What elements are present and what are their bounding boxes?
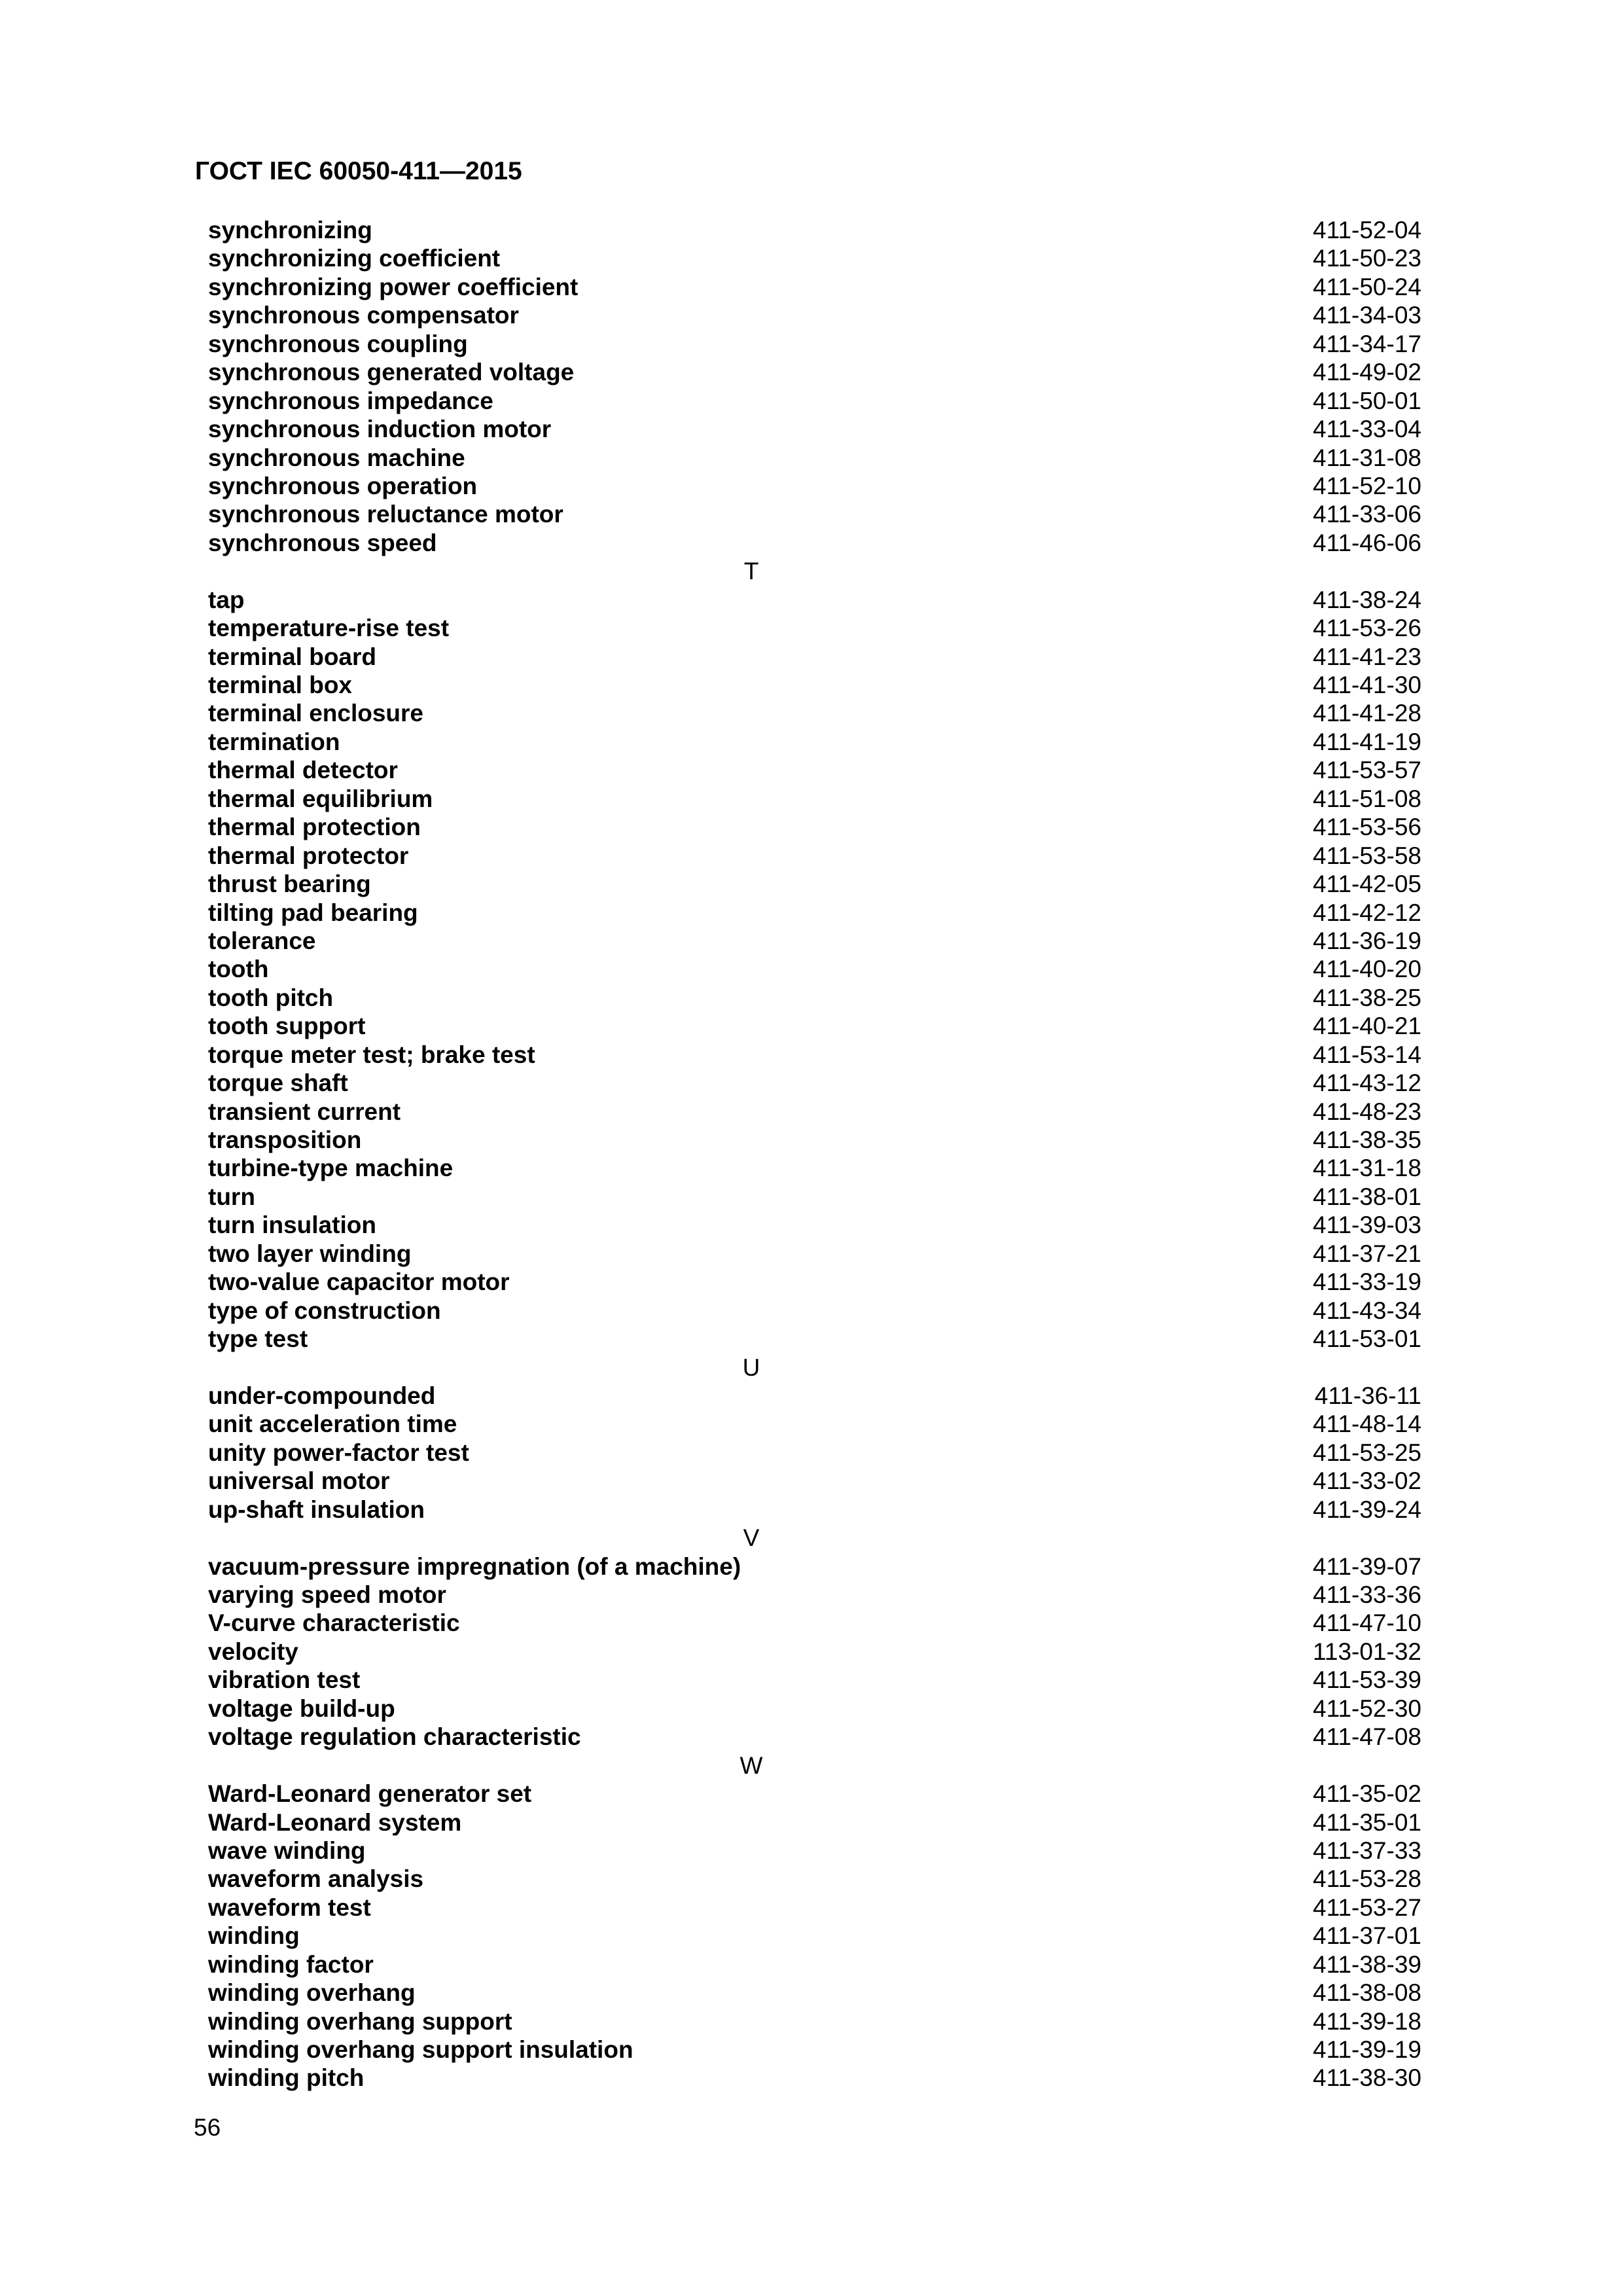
index-entry [208, 728, 1421, 756]
entry-code: 411-53-56 [1313, 814, 1421, 841]
entry-term: universal motor [208, 1467, 390, 1495]
entry-term: terminal box [208, 672, 352, 698]
entry-code: 411-31-08 [1313, 444, 1421, 471]
index-entry [208, 358, 1421, 386]
index-entry [208, 444, 1421, 472]
entry-term: thermal detector [208, 757, 398, 784]
entry-code: 411-53-26 [1313, 615, 1421, 642]
index-entry [208, 671, 1421, 699]
entry-code: 411-39-24 [1313, 1496, 1421, 1523]
section-letter-text: U [742, 1354, 760, 1381]
index-entry [208, 1666, 1421, 1694]
entry-code: 411-39-18 [1313, 2007, 1421, 2035]
index-entry [208, 756, 1421, 784]
entry-code: 411-31-18 [1313, 1155, 1421, 1182]
section-letter [208, 1354, 1421, 1382]
index-entry [208, 1069, 1421, 1097]
section-letter-text: V [743, 1524, 760, 1552]
entry-term: voltage build-up [208, 1695, 395, 1722]
entry-code: 411-38-35 [1313, 1126, 1421, 1153]
entry-code: 411-33-06 [1313, 501, 1421, 528]
entry-term: thermal protector [208, 842, 409, 869]
index-entry [208, 614, 1421, 642]
entry-term: unity power-factor test [208, 1439, 469, 1466]
entry-term: winding [208, 1922, 300, 1950]
entry-term: waveform analysis [208, 1865, 424, 1893]
entry-code: 411-41-19 [1313, 728, 1421, 755]
entry-term: temperature-rise test [208, 615, 450, 642]
entry-code: 411-33-02 [1313, 1467, 1421, 1495]
index-entry [208, 1893, 1421, 1922]
entry-code: 411-48-14 [1313, 1410, 1421, 1438]
entry-code: 411-52-04 [1313, 217, 1421, 243]
index-entry [208, 1297, 1421, 1325]
document-header: ГОСТ IEC 60050-411—2015 [195, 157, 522, 185]
entry-code: 411-38-25 [1313, 984, 1421, 1011]
entry-code: 411-48-23 [1313, 1098, 1421, 1125]
entry-code: 411-37-21 [1313, 1240, 1421, 1267]
entry-term: turn insulation [208, 1211, 376, 1239]
entry-code: 411-40-20 [1313, 956, 1421, 983]
entry-term: termination [208, 728, 340, 755]
index-entry [208, 899, 1421, 927]
entry-code: 411-40-21 [1313, 1013, 1421, 1040]
index-entry [208, 1979, 1421, 2007]
entry-code: 411-38-39 [1313, 1950, 1421, 1978]
index-entry [208, 1410, 1421, 1438]
entry-term: type of construction [208, 1297, 441, 1324]
entry-code: 411-46-06 [1313, 529, 1421, 556]
entry-code: 411-33-19 [1313, 1268, 1421, 1296]
entry-term: synchronous impedance [208, 387, 493, 414]
index-entry [208, 699, 1421, 727]
entry-code: 411-43-34 [1313, 1297, 1421, 1324]
index-entry [208, 643, 1421, 671]
index-entry [208, 500, 1421, 528]
entry-term: V-curve characteristic [208, 1609, 460, 1637]
entry-term: winding overhang support insulation [208, 2036, 633, 2063]
entry-code: 411-53-14 [1313, 1041, 1421, 1068]
entry-code: 411-53-57 [1313, 757, 1421, 784]
entry-code: 411-34-03 [1313, 302, 1421, 329]
index-entry [208, 1695, 1421, 1723]
index-entry [208, 1837, 1421, 1865]
index-entry [208, 1240, 1421, 1268]
entry-term: torque meter test; brake test [208, 1041, 535, 1068]
index-entry [208, 1950, 1421, 1979]
entry-code: 411-52-10 [1313, 472, 1421, 499]
entry-code: 411-49-02 [1313, 359, 1421, 386]
entry-term: winding factor [208, 1950, 374, 1978]
entry-code: 411-52-30 [1313, 1695, 1421, 1722]
term-index [208, 216, 1421, 2092]
entry-term: vacuum-pressure impregnation (of a machine) [208, 1552, 741, 1580]
entry-term: two layer winding [208, 1240, 412, 1267]
entry-term: transposition [208, 1126, 362, 1153]
index-entry [208, 529, 1421, 557]
index-entry [208, 244, 1421, 272]
entry-code: 411-43-12 [1313, 1069, 1421, 1097]
section-letter-text: T [743, 558, 759, 585]
entry-code: 411-53-39 [1313, 1666, 1421, 1694]
index-entry [208, 586, 1421, 614]
index-entry [208, 1780, 1421, 1808]
entry-term: tooth pitch [208, 984, 334, 1011]
index-entry [208, 1439, 1421, 1467]
index-entry [208, 1041, 1421, 1069]
entry-code: 411-51-08 [1313, 785, 1421, 812]
entry-term: up-shaft insulation [208, 1496, 425, 1523]
entry-term: synchronizing coefficient [208, 245, 501, 272]
entry-term: Ward-Leonard generator set [208, 1780, 532, 1808]
index-entry [208, 870, 1421, 898]
entry-term: unit acceleration time [208, 1410, 457, 1438]
entry-term: winding overhang [208, 1979, 416, 2007]
entry-code: 411-41-30 [1313, 672, 1421, 698]
index-entry [208, 1325, 1421, 1353]
entry-code: 411-42-05 [1313, 870, 1421, 898]
entry-code: 411-36-11 [1314, 1382, 1421, 1409]
index-entry [208, 785, 1421, 813]
entry-code: 411-37-01 [1313, 1922, 1421, 1950]
entry-term: tap [208, 586, 245, 613]
entry-code: 411-35-01 [1313, 1808, 1421, 1836]
entry-code: 411-37-33 [1313, 1837, 1421, 1864]
entry-term: Ward-Leonard system [208, 1808, 462, 1836]
entry-term: waveform test [208, 1893, 371, 1921]
index-entry [208, 2064, 1421, 2092]
entry-term: synchronous generated voltage [208, 359, 575, 386]
entry-term: tolerance [208, 927, 316, 954]
index-entry [208, 472, 1421, 500]
index-entry [208, 1183, 1421, 1211]
index-entry [208, 1211, 1421, 1239]
entry-term: winding overhang support [208, 2007, 512, 2035]
index-entry [208, 1638, 1421, 1666]
index-entry [208, 2007, 1421, 2036]
index-entry [208, 1552, 1421, 1581]
index-entry [208, 330, 1421, 358]
entry-term: synchronizing power coefficient [208, 273, 579, 300]
index-entry [208, 1382, 1421, 1410]
entry-code: 411-35-02 [1313, 1780, 1421, 1808]
index-entry [208, 216, 1421, 244]
entry-code: 411-53-25 [1313, 1439, 1421, 1466]
index-entry [208, 415, 1421, 443]
entry-code: 411-50-24 [1313, 273, 1421, 300]
entry-term: two-value capacitor motor [208, 1268, 510, 1296]
entry-term: transient current [208, 1098, 401, 1125]
entry-code: 411-53-58 [1313, 842, 1421, 869]
entry-term: velocity [208, 1638, 298, 1665]
entry-term: thrust bearing [208, 870, 371, 898]
entry-code: 411-53-01 [1313, 1325, 1421, 1353]
index-entry [208, 1268, 1421, 1296]
entry-code: 411-34-17 [1313, 330, 1421, 357]
section-letter [208, 557, 1421, 585]
entry-code: 411-38-01 [1313, 1183, 1421, 1210]
index-entry [208, 955, 1421, 983]
entry-term: tooth support [208, 1013, 366, 1040]
entry-code: 411-47-10 [1313, 1609, 1421, 1637]
entry-term: thermal protection [208, 814, 421, 841]
entry-code: 411-33-36 [1313, 1581, 1421, 1608]
entry-code: 411-41-23 [1313, 643, 1421, 670]
entry-term: type test [208, 1325, 308, 1353]
entry-term: tilting pad bearing [208, 899, 418, 926]
index-entry [208, 1496, 1421, 1524]
entry-term: synchronous operation [208, 472, 478, 499]
entry-code: 411-39-03 [1313, 1211, 1421, 1239]
entry-term: terminal enclosure [208, 700, 424, 727]
index-entry [208, 1012, 1421, 1040]
page-number: 56 [194, 2114, 221, 2141]
index-entry [208, 813, 1421, 841]
index-entry [208, 1126, 1421, 1154]
entry-term: vibration test [208, 1666, 361, 1694]
index-entry [208, 1098, 1421, 1126]
index-entry [208, 2036, 1421, 2064]
entry-code: 411-50-23 [1313, 245, 1421, 272]
index-entry [208, 301, 1421, 329]
entry-term: synchronous coupling [208, 330, 468, 357]
index-entry [208, 387, 1421, 415]
index-entry [208, 273, 1421, 301]
entry-code: 113-01-32 [1313, 1638, 1421, 1665]
entry-term: voltage regulation characteristic [208, 1723, 581, 1751]
entry-code: 411-33-04 [1313, 416, 1421, 443]
index-entry [208, 1154, 1421, 1182]
entry-code: 411-36-19 [1313, 927, 1421, 954]
entry-term: synchronous compensator [208, 302, 519, 329]
section-letter-text: W [740, 1751, 763, 1779]
section-letter [208, 1751, 1421, 1780]
entry-term: turbine-type machine [208, 1155, 454, 1182]
entry-term: torque shaft [208, 1069, 348, 1097]
entry-term: tooth [208, 956, 269, 983]
entry-code: 411-50-01 [1313, 387, 1421, 414]
entry-code: 411-47-08 [1313, 1723, 1421, 1751]
index-entry [208, 1723, 1421, 1751]
index-entry [208, 1609, 1421, 1637]
index-entry [208, 1808, 1421, 1837]
entry-term: varying speed motor [208, 1581, 446, 1608]
index-entry [208, 1467, 1421, 1495]
entry-term: synchronizing [208, 217, 372, 243]
entry-code: 411-53-27 [1313, 1893, 1421, 1921]
index-entry [208, 984, 1421, 1012]
index-entry [208, 1581, 1421, 1609]
entry-code: 411-38-08 [1313, 1979, 1421, 2007]
entry-code: 411-41-28 [1313, 700, 1421, 727]
entry-code: 411-39-19 [1313, 2036, 1421, 2063]
entry-term: turn [208, 1183, 255, 1210]
entry-term: thermal equilibrium [208, 785, 433, 812]
entry-term: synchronous machine [208, 444, 465, 471]
index-entry [208, 1865, 1421, 1893]
entry-code: 411-38-24 [1313, 586, 1421, 613]
entry-code: 411-38-30 [1313, 2064, 1421, 2092]
index-entry [208, 842, 1421, 870]
entry-term: synchronous induction motor [208, 416, 552, 443]
entry-term: synchronous speed [208, 529, 437, 556]
index-entry [208, 1922, 1421, 1950]
entry-term: terminal board [208, 643, 376, 670]
entry-term: winding pitch [208, 2064, 365, 2092]
entry-code: 411-39-07 [1313, 1552, 1421, 1580]
section-letter [208, 1524, 1421, 1552]
entry-code: 411-42-12 [1313, 899, 1421, 926]
entry-term: synchronous reluctance motor [208, 501, 563, 528]
entry-term: under-compounded [208, 1382, 436, 1409]
entry-code: 411-53-28 [1313, 1865, 1421, 1893]
entry-term: wave winding [208, 1837, 366, 1864]
index-entry [208, 927, 1421, 955]
